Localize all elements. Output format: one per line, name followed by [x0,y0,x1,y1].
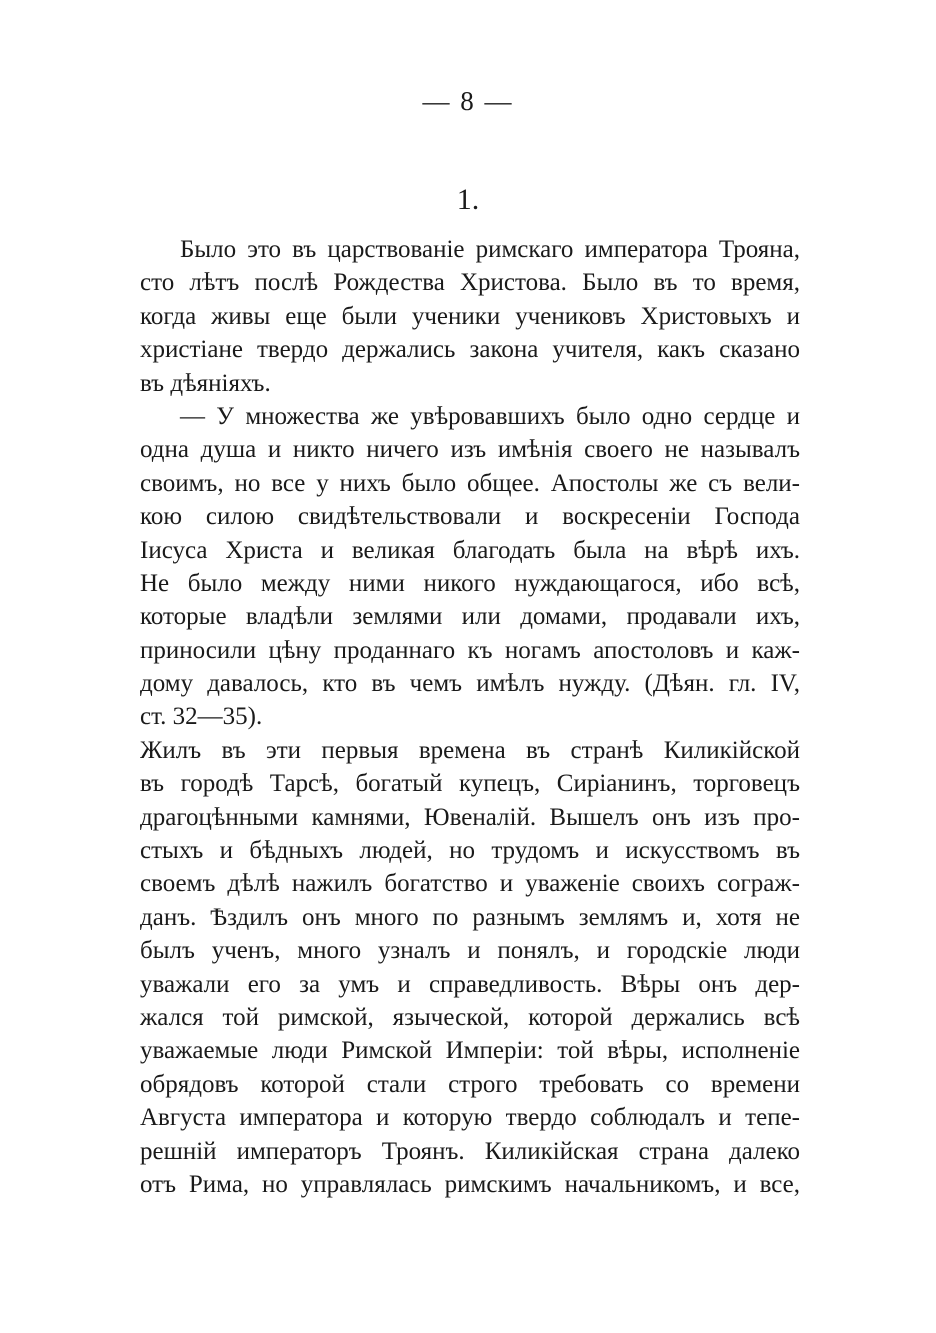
text-line: драгоцѣнными камнями, Ювеналій. Вышелъ онъ изъ про- [140,803,800,831]
text-line: былъ ученъ, много узналъ и понялъ, и городскіе люди [140,937,800,965]
text-line: ст. 32—35). [140,703,263,731]
text-line: дому давалось, кто въ чемъ имѣлъ нужду. (Дѣян. гл. IV, [140,670,800,698]
text-line: Было это въ царствованіе римскаго императора Трояна, [180,236,800,263]
text-line: которые владѣли землями или домами, продавали ихъ, [140,603,800,631]
text-line: своемъ дѣлѣ нажилъ богатство и уваженіе своихъ сограж- [140,870,800,898]
text-line: въ дѣяніяхъ. [140,369,271,397]
text-line: Жилъ въ эти первыя времена въ странѣ Киликійской [140,736,800,764]
text-line: Іисуса Христа и великая благодать была на вѣрѣ ихъ. [140,536,800,564]
text-line: отъ Рима, но управлялась римскимъ начальникомъ, и все, [140,1170,800,1198]
text-line: жался той римской, языческой, которой держались всѣ [140,1003,800,1031]
text-line: Не было между ними никого нуждающагося, ибо всѣ, [140,569,800,597]
text-line: кою силою свидѣтельствовали и воскресеніи Господа [140,503,800,531]
text-line: сто лѣтъ послѣ Рождества Христова. Было въ то время, [140,269,800,297]
text-line: — У множества же увѣровавшихъ было одно сердце и [180,402,800,430]
text-line: решній императоръ Троянъ. Киликійская страна далеко [140,1137,800,1165]
text-line: въ городѣ Тарсѣ, богатый купецъ, Сиріанинъ, торговецъ [140,770,800,798]
chapter-number: 1. [456,183,480,216]
text-line: данъ. Ѣздилъ онъ много по разнымъ землямъ и, хотя не [140,903,800,931]
text-line: Августа императора и которую твердо соблюдалъ и тепе- [140,1104,800,1132]
text-line: уважаемые люди Римской Имперіи: той вѣры, исполненіе [140,1037,800,1065]
page-number: — 8 — [422,86,514,116]
text-line: уважали его за умъ и справедливость. Вѣры онъ дер- [140,970,800,998]
text-line: когда живы еще были ученики учениковъ Христовыхъ и [140,302,800,330]
text-line: приносили цѣну проданнаго къ ногамъ апостоловъ и каж- [140,636,800,664]
text-line: своимъ, но все у нихъ было общее. Апостолы же съ вели- [140,469,800,497]
text-line: стыхъ и бѣдныхъ людей, но трудомъ и искусствомъ въ [140,837,800,865]
text-line: одна душа и никто ничего изъ имѣнія своего не называлъ [140,436,800,464]
text-line: обрядовъ которой стали строго требовать со времени [140,1070,800,1098]
body-text [140,233,800,1201]
text-line: христіане твердо держались закона учителя, какъ сказано [140,336,800,364]
